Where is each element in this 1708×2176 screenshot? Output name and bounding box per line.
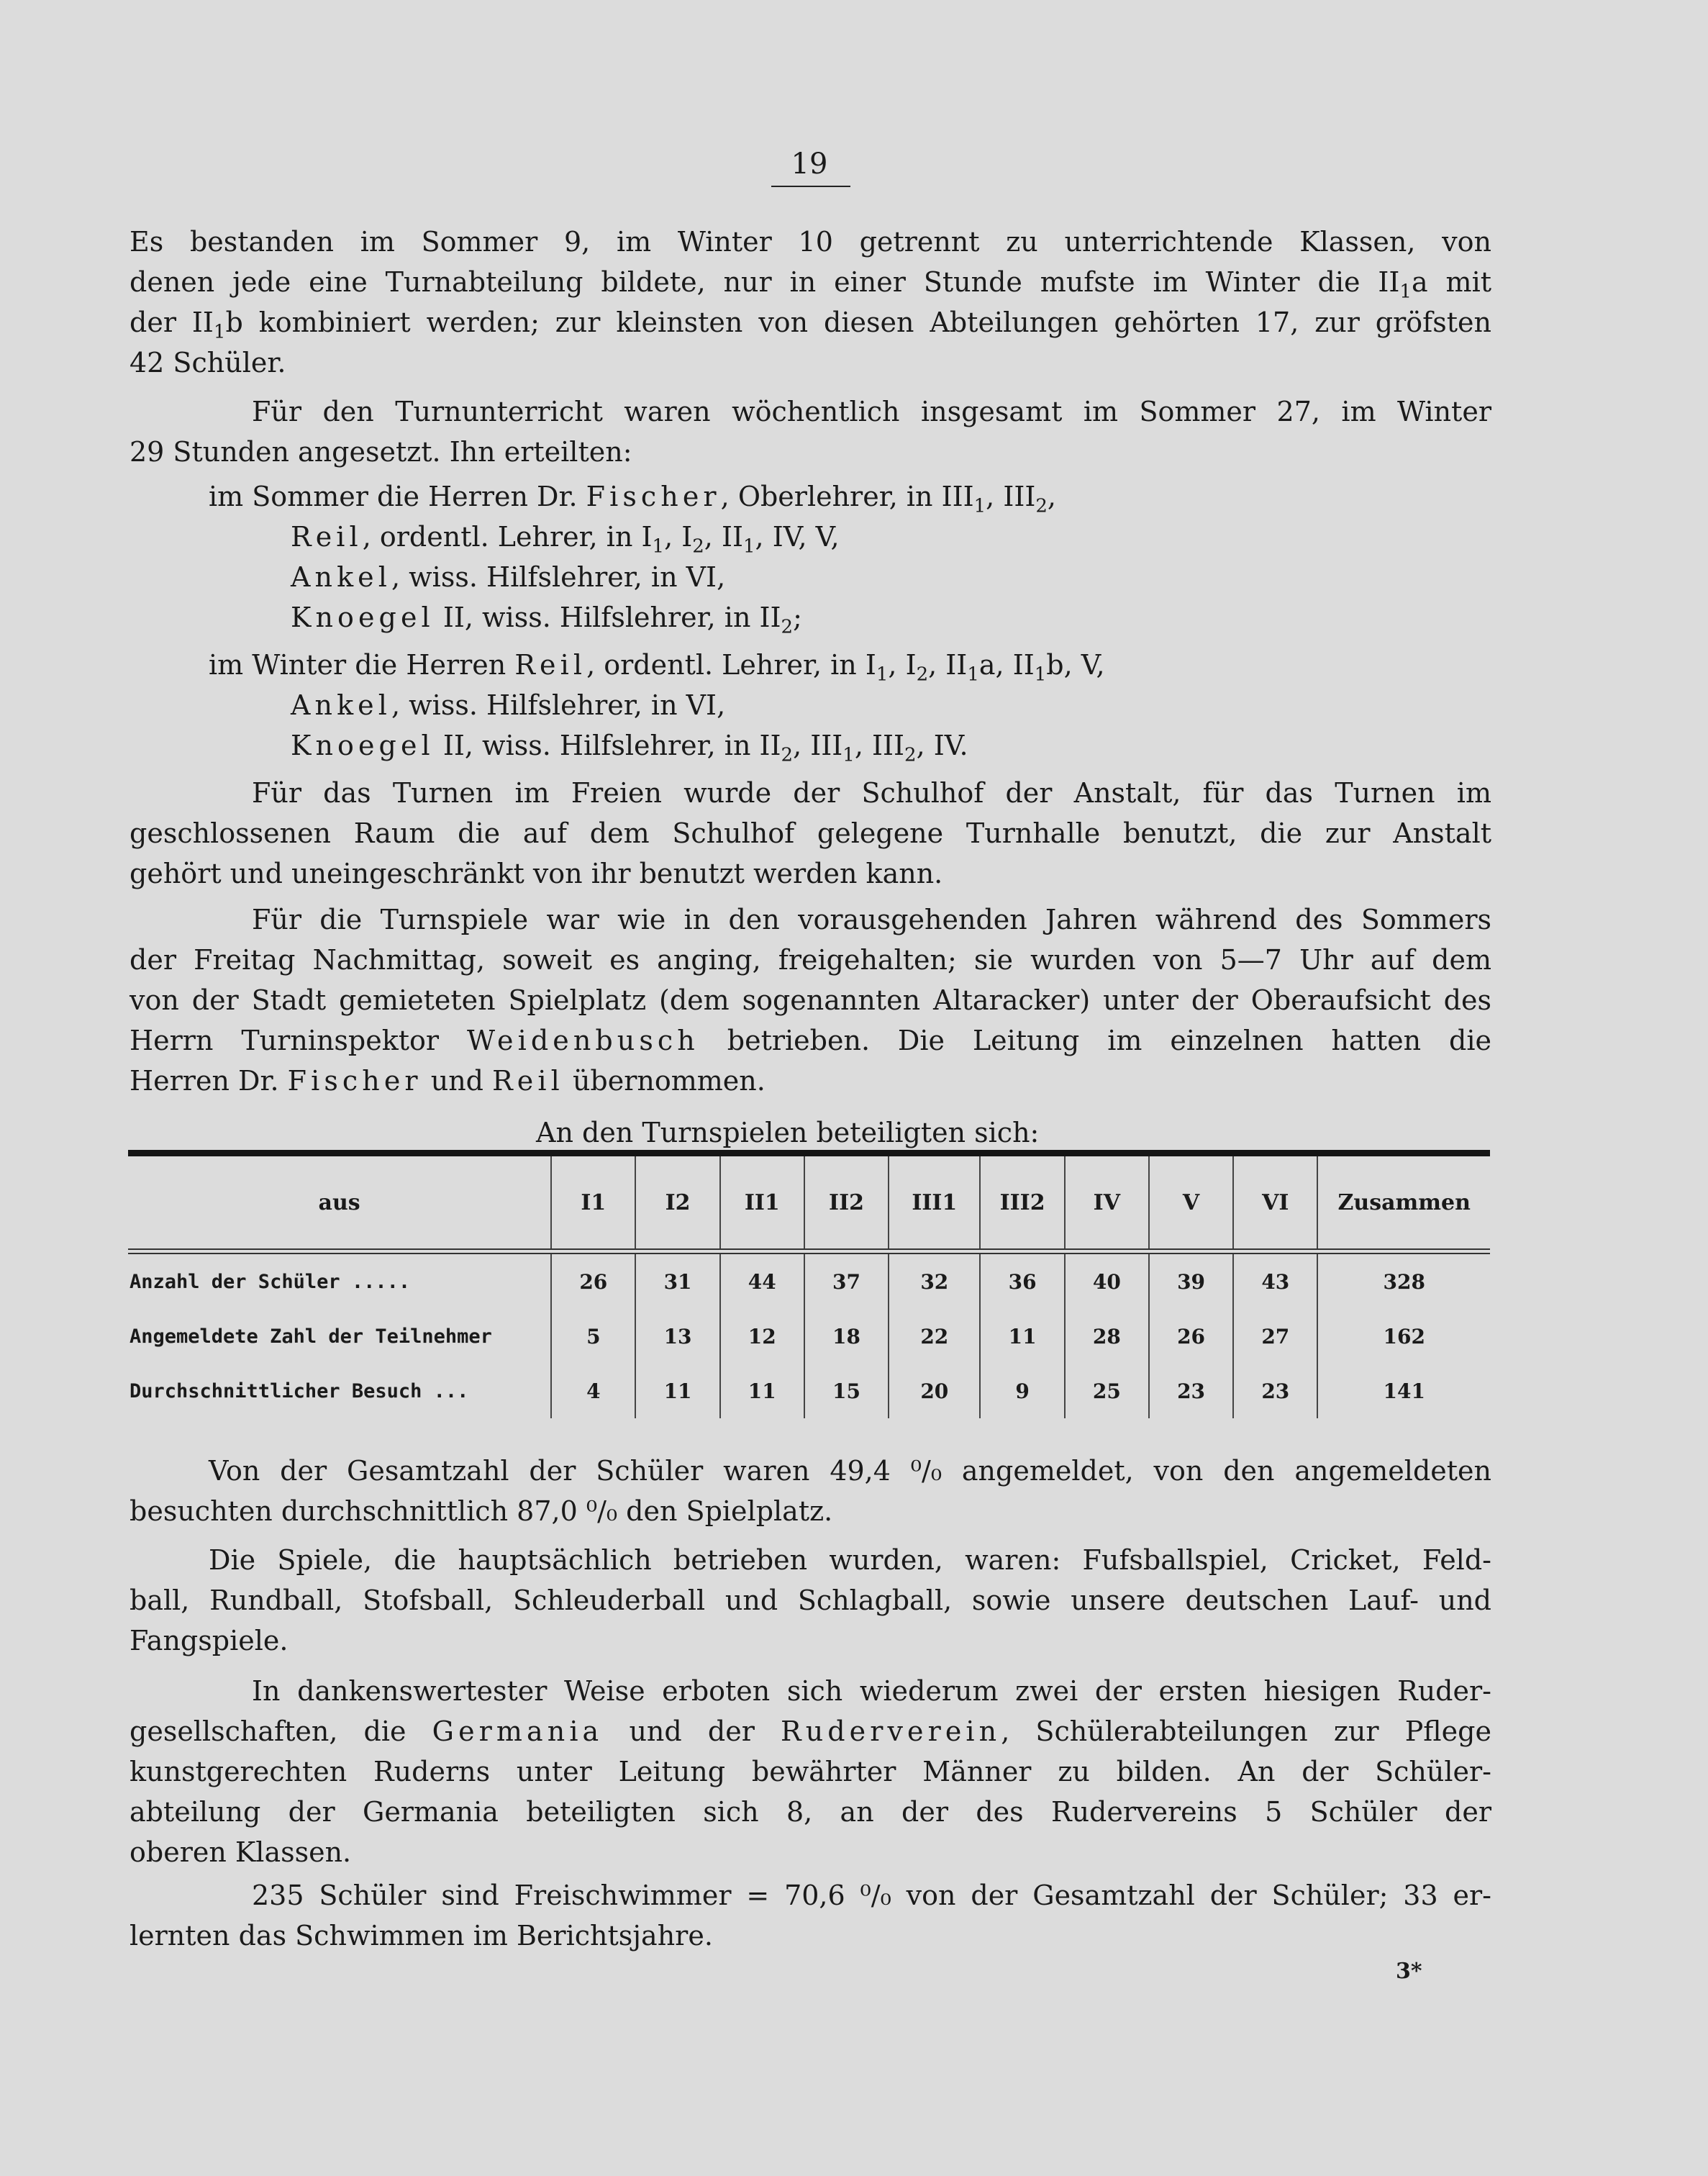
para7-line5: oberen Klassen.: [130, 1836, 352, 1868]
para6-line1: Die Spiele, die hauptsächlich betrieben wurden, waren: Fufsballspiel, Cricket, Feld-: [209, 1544, 1491, 1576]
header-cell: II2: [804, 1156, 889, 1248]
table-cell: 37: [804, 1254, 889, 1309]
page-number: 19: [791, 148, 828, 181]
page-number-rule: [771, 186, 850, 187]
para3-line3: gehört und uneingeschränkt von ihr benutzt werden kann.: [130, 858, 943, 889]
table-cell: 39: [1149, 1254, 1233, 1309]
table-cell: 20: [889, 1364, 980, 1418]
para5-line2: besuchten durchschnittlich 87,0 ⁰/₀ den Spielplatz.: [130, 1495, 833, 1527]
teachers-summer-fischer: im Sommer die Herren Dr. Fischer, Oberlehrer, in $III_1$, $III_2$,: [209, 481, 1056, 517]
header-cell: III1: [889, 1156, 980, 1248]
teachers-summer-reil: Reil, ordentl. Lehrer, in $I_1$, $I_2$, $II_1$, IV, V,: [291, 521, 840, 558]
para6-line2: ball, Rundball, Stofsball, Schleuderball und Schlagball, sowie unsere deutschen Lauf- und: [130, 1585, 1491, 1616]
para8-line2: lernten das Schwimmen im Berichtsjahre.: [130, 1920, 713, 1951]
table-cell: 11: [980, 1309, 1064, 1364]
header-cell: Zusammen: [1317, 1156, 1490, 1248]
teachers-summer-knoegel: Knoegel II, wiss. Hilfslehrer, in $II_2$;: [291, 602, 802, 638]
table-cell: 11: [720, 1364, 804, 1418]
para3-line2: geschlossenen Raum die auf dem Schulhof gelegene Turnhalle benutzt, die zur Anstalt: [130, 817, 1491, 849]
table-cell: 18: [804, 1309, 889, 1364]
table-cell: 26: [1149, 1309, 1233, 1364]
para7-line1: In dankenswertester Weise erboten sich wiederum zwei der ersten hiesigen Ruder-: [252, 1675, 1491, 1707]
table-cell: 9: [980, 1364, 1064, 1418]
header-cell: IV: [1065, 1156, 1149, 1248]
table-cell: 40: [1065, 1254, 1149, 1309]
para4-line5: Herren Dr. Fischer und Reil übernommen.: [130, 1065, 766, 1097]
signature-mark: 3*: [1396, 1959, 1422, 1984]
table-cell: 22: [889, 1309, 980, 1364]
table-cell: 162: [1317, 1309, 1490, 1364]
para1-line4: 42 Schüler.: [130, 347, 286, 378]
table-cell: 36: [980, 1254, 1064, 1309]
table-cell: 27: [1233, 1309, 1317, 1364]
teachers-winter-reil: im Winter die Herren Reil, ordentl. Lehrer, in $I_1$, $I_2$, $II_1a$, $II_1b$, V,: [209, 649, 1105, 686]
para4-line2: der Freitag Nachmittag, soweit es anging, freigehalten; sie wurden von 5—7 Uhr auf dem: [130, 944, 1491, 976]
para4-line3: von der Stadt gemieteten Spielplatz (dem sogenannten Altaracker) unter der Oberaufsicht des: [130, 984, 1491, 1016]
header-cell: II1: [720, 1156, 804, 1248]
para1-line1: Es bestanden im Sommer 9, im Winter 10 getrennt zu unterrichtende Klassen, von: [130, 226, 1491, 258]
table-cell: 25: [1065, 1364, 1149, 1418]
header-cell: V: [1149, 1156, 1233, 1248]
para3-line1: Für das Turnen im Freien wurde der Schulhof der Anstalt, für das Turnen im: [252, 777, 1491, 809]
para7-line2: gesellschaften, die Germania und der Ruderverein, Schülerabteilungen zur Pflege: [130, 1715, 1491, 1747]
table-cell: 328: [1317, 1254, 1490, 1309]
table-title: An den Turnspielen beteiligten sich:: [536, 1117, 1040, 1148]
row-label: Durchschnittlicher Besuch ...: [130, 1379, 469, 1402]
participation-table: [128, 1150, 1490, 1418]
table-cell: 23: [1149, 1364, 1233, 1418]
table-cell: 31: [635, 1254, 719, 1309]
table-cell: 4: [551, 1364, 635, 1418]
para7-line4: abteilung der Germania beteiligten sich 8, an der des Rudervereins 5 Schüler der: [130, 1796, 1491, 1828]
header-cell: I2: [635, 1156, 719, 1248]
table-header-row: [128, 1156, 1490, 1248]
para1-line3: der $II_1b$ kombiniert werden; zur kleinsten von diesen Abteilungen gehörten 17, zur gröfsten: [130, 307, 1491, 343]
table-row: [128, 1364, 1490, 1418]
table-cell: 23: [1233, 1364, 1317, 1418]
table-cell: 26: [551, 1254, 635, 1309]
header-cell: III2: [980, 1156, 1064, 1248]
table-row: [128, 1309, 1490, 1364]
table-cell: 43: [1233, 1254, 1317, 1309]
para7-line3: kunstgerechten Ruderns unter Leitung bewährter Männer zu bilden. An der Schüler-: [130, 1756, 1491, 1787]
teachers-winter-knoegel: Knoegel II, wiss. Hilfslehrer, in $II_2$, $III_1$, $III_2$, IV.: [291, 730, 968, 766]
header-cell: I1: [551, 1156, 635, 1248]
para2-line1: Für den Turnunterricht waren wöchentlich insgesamt im Sommer 27, im Winter: [252, 396, 1491, 427]
para8-line1: 235 Schüler sind Freischwimmer = 70,6 ⁰/₀ von der Gesamtzahl der Schüler; 33 er-: [252, 1880, 1491, 1911]
teachers-winter-ankel: Ankel, wiss. Hilfslehrer, in VI,: [291, 689, 726, 721]
table-cell: 15: [804, 1364, 889, 1418]
table-cell: 32: [889, 1254, 980, 1309]
table-cell: 141: [1317, 1364, 1490, 1418]
row-label: Angemeldete Zahl der Teilnehmer: [130, 1325, 492, 1348]
table-cell: 44: [720, 1254, 804, 1309]
para6-line3: Fangspiele.: [130, 1625, 289, 1656]
table-cell: 28: [1065, 1309, 1149, 1364]
para4-line4: Herrn Turninspektor Weidenbusch betrieben. Die Leitung im einzelnen hatten die: [130, 1025, 1492, 1056]
para1-line2: denen jede eine Turnabteilung bildete, nur in einer Stunde mufste im Winter die $II_1a$ mit: [130, 266, 1491, 303]
table-cell: 13: [635, 1309, 719, 1364]
table-cell: 5: [551, 1309, 635, 1364]
para4-line1: Für die Turnspiele war wie in den vorausgehenden Jahren während des Sommers: [252, 904, 1491, 935]
table-top-rule: [128, 1150, 1490, 1156]
para5-line1: Von der Gesamtzahl der Schüler waren 49,4 ⁰/₀ angemeldet, von den angemeldeten: [209, 1455, 1491, 1487]
table-cell: 12: [720, 1309, 804, 1364]
header-cell: aus: [318, 1189, 360, 1215]
table-row: [128, 1254, 1490, 1309]
para2-line2: 29 Stunden angesetzt. Ihn erteilten:: [130, 436, 632, 468]
teachers-summer-ankel: Ankel, wiss. Hilfslehrer, in VI,: [291, 561, 726, 593]
row-label: Anzahl der Schüler .....: [130, 1270, 411, 1293]
table-cell: 11: [635, 1364, 719, 1418]
header-cell: VI: [1233, 1156, 1317, 1248]
